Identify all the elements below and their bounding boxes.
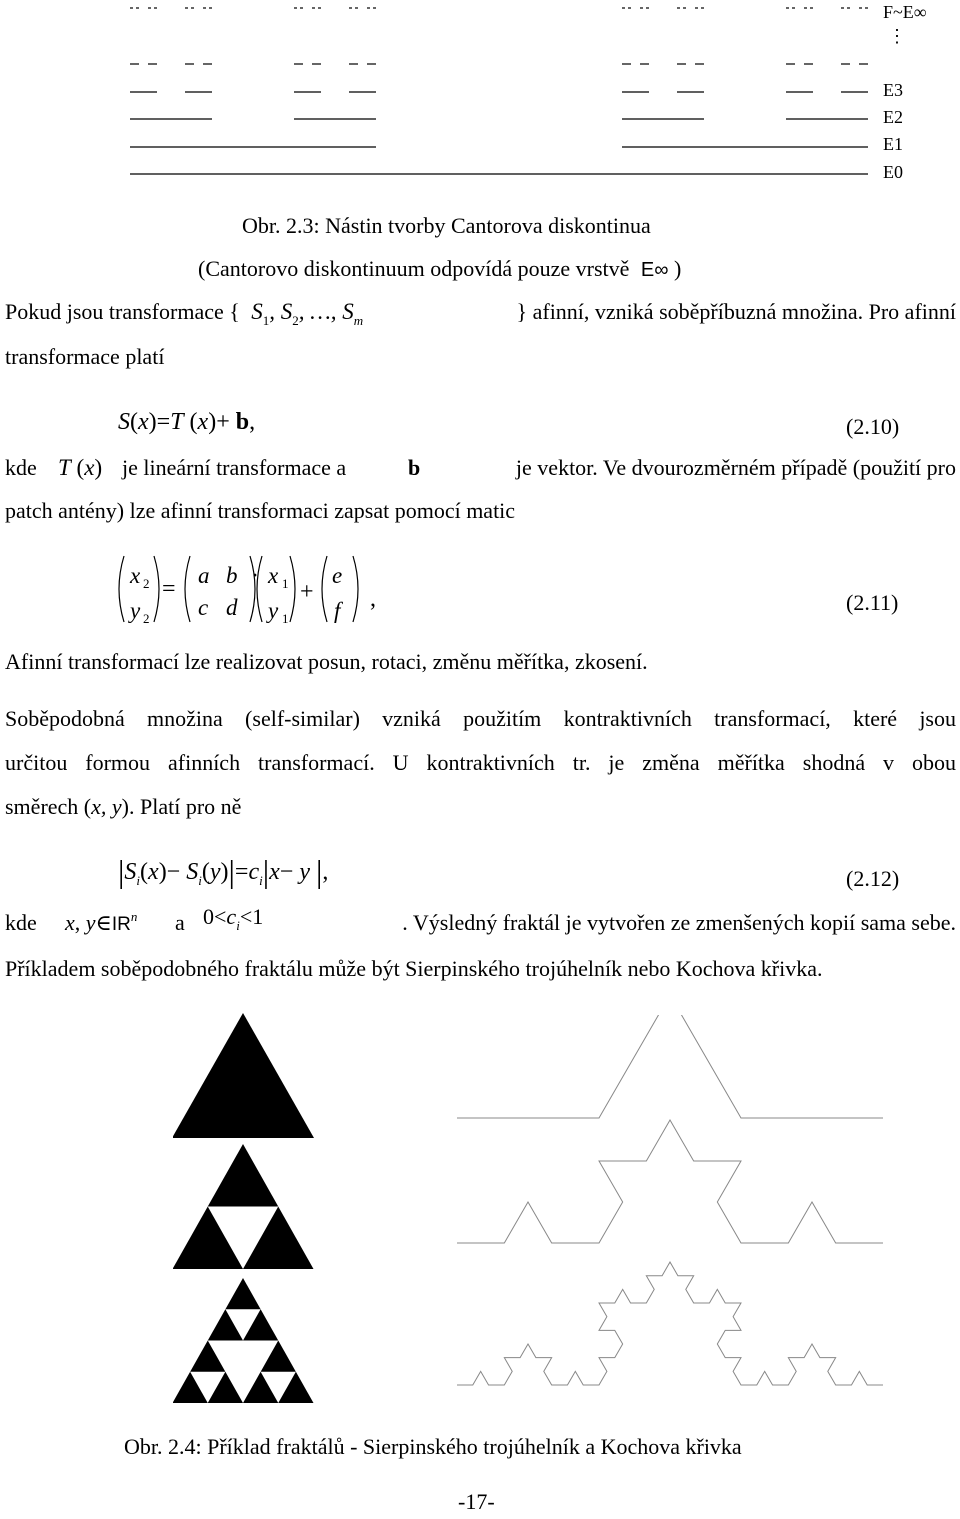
paragraph-line: patch antény) lze afinní transformaci zapsat pomocí matic [5, 498, 516, 523]
paragraph-line [5, 904, 956, 937]
paragraph-line: určitou formou afinních transformací. U kontraktivních tr. je změna měřítka shodná v obou [5, 750, 956, 775]
text-run: kde [5, 910, 37, 935]
koch-iteration [457, 1120, 883, 1243]
text-run: směrech ( [5, 794, 92, 819]
sierpinski-piece [208, 1144, 279, 1207]
sierpinski-triangle [173, 1012, 423, 1407]
cantor-level-label: E2 [883, 107, 903, 127]
sierpinski-piece [208, 1372, 243, 1403]
sierpinski-piece [173, 1207, 243, 1270]
svg-text:e: e [332, 563, 343, 588]
svg-text:a: a [198, 563, 210, 588]
paragraph-line: Soběpodobná množina (self-similar) vzniká použitím kontraktivních transformací, které jsou [5, 706, 956, 731]
equation-number: (2.10) [846, 414, 900, 439]
text-run: a [175, 910, 185, 935]
cantor-level-label: E3 [883, 80, 903, 100]
paragraph-line: Příkladem soběpodobného fraktálu může být Sierpinského trojúhelník nebo Kochova křivka. [5, 956, 823, 981]
sierpinski-piece [208, 1309, 243, 1340]
math-tx: T (x) [58, 455, 103, 480]
cantor-level-label: E1 [883, 134, 903, 154]
math-c-range: $0<c_i<1$ [203, 904, 264, 933]
sierpinski-piece [190, 1341, 225, 1372]
sierpinski-piece [278, 1372, 313, 1403]
figure-subcaption [198, 256, 681, 282]
text-run: . Výsledný fraktál je vytvořen ze zmenšených kopií sama sebe. [402, 910, 956, 935]
subcaption-symbol: E∞ [640, 259, 669, 281]
koch-curve [455, 1015, 885, 1405]
equation-number: (2.11) [846, 590, 899, 615]
svg-text:y: y [130, 598, 141, 623]
cantor-level-label: E0 [883, 162, 903, 182]
svg-text:x: x [268, 563, 279, 588]
svg-text:x: x [130, 563, 141, 588]
equation-2-12: $|S_i(x)- S_i(y)|=c_i|x- y$ |, [118, 853, 329, 889]
koch-iteration [457, 1015, 883, 1118]
sierpinski-piece [225, 1278, 260, 1309]
svg-text:·: · [251, 563, 259, 589]
svg-text:f: f [334, 598, 341, 623]
paragraph-line: transformace platí [5, 344, 165, 369]
sierpinski-piece [173, 1372, 208, 1403]
sierpinski-piece [243, 1372, 278, 1403]
svg-text:+: + [300, 579, 314, 605]
subcaption-text: (Cantorovo diskontinuum odpovídá pouze vrstvě [198, 256, 630, 281]
paragraph-line [5, 454, 956, 482]
text-run: Pokud jsou transformace { [5, 299, 240, 324]
equation-number: (2.12) [846, 866, 900, 891]
cantor-set-figure [0, 0, 880, 185]
svg-text:c: c [198, 595, 209, 620]
vector-b: b [408, 455, 421, 480]
equation-2-11 [110, 552, 510, 632]
subcaption-close: ) [674, 256, 682, 281]
svg-text:2: 2 [143, 611, 150, 626]
svg-text:=: = [162, 576, 176, 602]
text-run: kde [5, 455, 37, 480]
svg-text:,: , [370, 586, 376, 612]
svg-text:1: 1 [282, 576, 289, 591]
sierpinski-piece [261, 1341, 296, 1372]
paragraph-line [5, 793, 241, 821]
figure-caption: Obr. 2.3: Nástin tvorby Cantorova diskontinua [242, 213, 651, 238]
cantor-level-label: F~E∞ [883, 2, 927, 22]
page-number: -17- [458, 1489, 495, 1514]
equation-2-10: S(x)=T (x)+ b, [118, 409, 256, 435]
paragraph-line: Afinní transformací lze realizovat posun, rotaci, změnu měřítka, zkosení. [5, 649, 648, 674]
math-xy: x, y [91, 794, 122, 819]
vector-b: b [235, 409, 250, 435]
text-run: je vektor. Ve dvourozměrném případě (použití pro [515, 455, 956, 480]
sierpinski-piece [243, 1309, 278, 1340]
text-run: je lineární transformace a [122, 455, 347, 480]
paragraph-line [5, 298, 956, 329]
svg-text:b: b [226, 563, 238, 588]
svg-text:2: 2 [143, 576, 150, 591]
cantor-level-label: ⋮ [888, 26, 906, 46]
text-run: } afinní, vzniká soběpříbuzná množina. Pro afinní [516, 299, 956, 324]
math-xy-in-rn: x, $y\in IR^n$ [65, 909, 138, 935]
svg-text:1: 1 [282, 611, 289, 626]
figure-caption: Obr. 2.4: Příklad fraktálů - Sierpinského trojúhelník a Kochova křivka [124, 1434, 742, 1459]
math-set: $S_1$, $S_2$, …, $S_m$ [251, 299, 364, 328]
sierpinski-piece [243, 1207, 314, 1270]
svg-text:d: d [226, 595, 238, 620]
svg-text:y: y [268, 598, 279, 623]
koch-iteration [457, 1262, 883, 1385]
text-run: ). Platí pro ně [121, 794, 242, 819]
